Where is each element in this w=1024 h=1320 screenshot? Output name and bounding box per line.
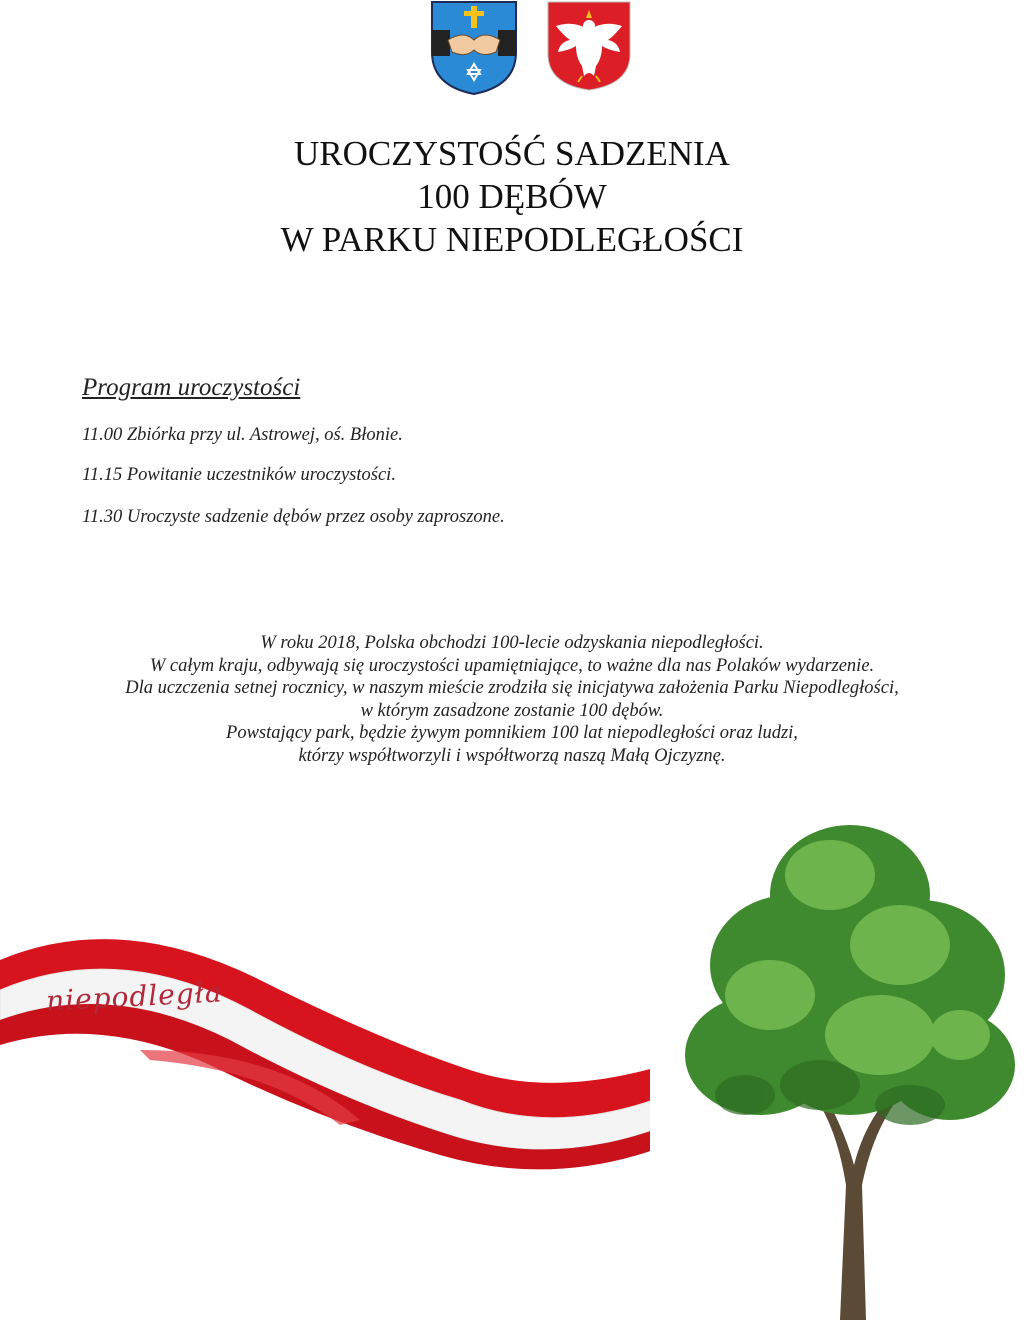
program-heading: Program uroczystości [82, 374, 301, 401]
intro-line: w którym zasadzone zostanie 100 dębów. [360, 700, 664, 721]
page-title [0, 132, 1024, 261]
intro-line: W roku 2018, Polska obchodzi 100-lecie odzyskania niepodległości. [260, 633, 764, 653]
oak-tree-icon [650, 805, 1024, 1320]
intro-line: którzy współtworzyli i współtworzą naszą Małą Ojczyznę. [298, 745, 726, 766]
title-line: 100 DĘBÓW [417, 177, 607, 216]
polish-eagle-emblem-icon [546, 0, 632, 92]
intro-line: W całym kraju, odbywają się uroczystości upamiętniające, to ważne dla nas Polaków wydarzenie. [149, 655, 875, 676]
city-coat-of-arms-icon [430, 0, 518, 96]
intro-line: Powstający park, będzie żywym pomnikiem 100 lat niepodległości oraz ludzi, [226, 723, 798, 743]
niepodlegla-signature: niepodległa [45, 975, 224, 1018]
program-item: 11.15 Powitanie uczestników uroczystości. [82, 465, 396, 485]
flag-ribbon [0, 920, 680, 1180]
title-line: W PARKU NIEPODLEGŁOŚCI [280, 220, 744, 259]
program-item: 11.30 Uroczyste sadzenie dębów przez osoby zaproszone. [82, 507, 505, 527]
intro-line: Dla uczczenia setnej rocznicy, w naszym mieście zrodziła się inicjatywa założenia Parku Niepodległości, [125, 678, 899, 698]
program-item: 11.00 Zbiórka przy ul. Astrowej, oś. Błonie. [82, 425, 403, 445]
title-line: UROCZYSTOŚĆ SADZENIA [294, 134, 730, 173]
intro-paragraph [0, 632, 1024, 767]
